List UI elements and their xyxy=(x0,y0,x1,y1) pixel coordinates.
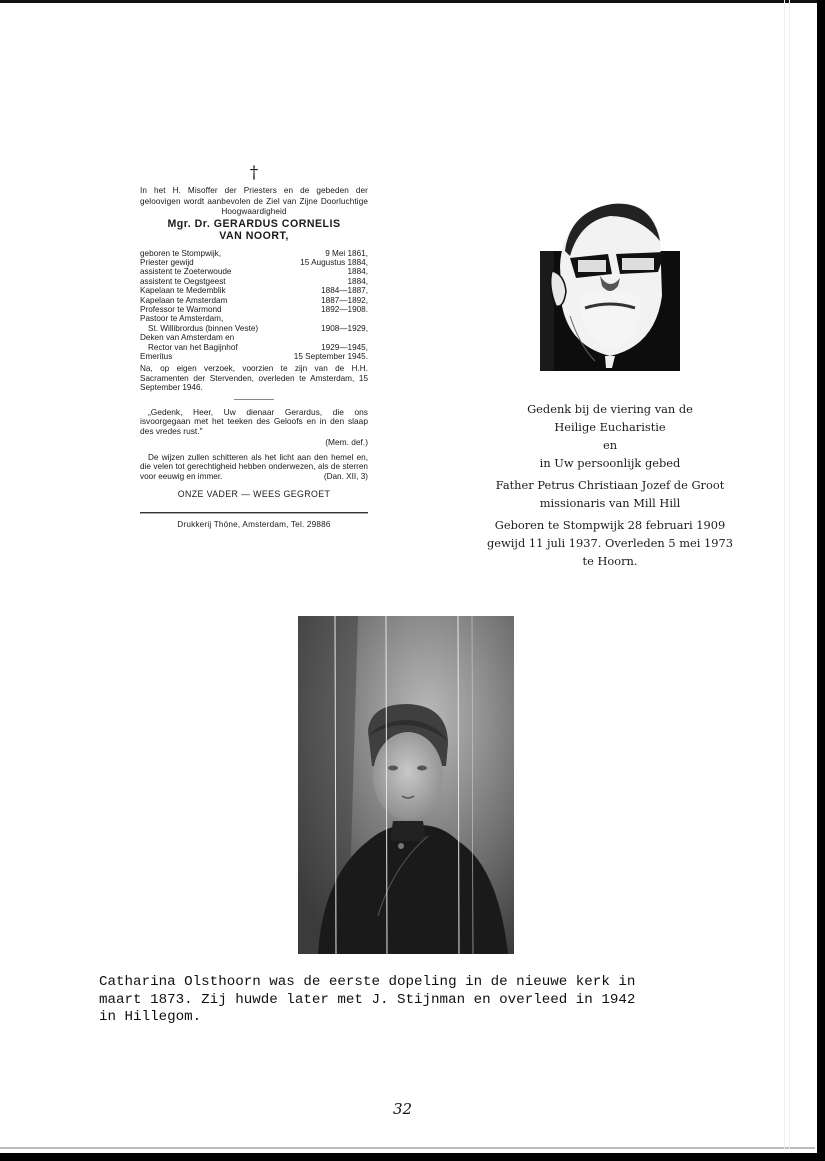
scan-bottom-edge xyxy=(0,1153,825,1161)
career-row xyxy=(140,258,368,267)
memorial-card-van-noort xyxy=(140,163,368,530)
career-row xyxy=(140,333,368,342)
career-date: 1884, xyxy=(347,267,368,277)
prayers-line: ONZE VADER — WEES GEGROET xyxy=(177,489,331,500)
scripture-reference: (Dan. XII, 3) xyxy=(323,471,368,481)
memorial-quote: „Gedenk, Heer, Uw dienaar Gerardus, die ons isvoorgegaan met het teeken des Geloofs en in den slaap des vredes rust." xyxy=(140,406,368,437)
divider xyxy=(140,512,368,514)
career-row xyxy=(140,296,368,305)
biography-line: gewijd 11 juli 1937. Overleden 5 mei 1973 xyxy=(487,536,733,550)
caption-line: maart 1873. Zij huwde later met J. Stijnman en overleed in 1942 xyxy=(99,991,636,1008)
remembrance-line: Heilige Eucharistie xyxy=(554,420,666,434)
career-label: Professor te Warmond xyxy=(140,304,222,314)
career-date: 15 Augustus 1884, xyxy=(300,257,368,267)
career-date: 9 Mei 1861, xyxy=(325,248,368,258)
cross-icon: † xyxy=(249,163,259,183)
career-date: 1884, xyxy=(347,276,368,286)
career-row xyxy=(140,267,368,276)
scripture-quote xyxy=(140,453,368,481)
biography-line: te Hoorn. xyxy=(582,554,638,568)
deceased-name: Father Petrus Christiaan Jozef de Groot xyxy=(495,478,725,492)
caption-line: in Hillegom. xyxy=(99,1009,202,1025)
career-label: Rector van het Bagijnhof xyxy=(148,342,238,352)
career-date: 1884—1887, xyxy=(321,286,368,296)
scan-right-edge xyxy=(817,0,825,1161)
portrait-father-de-groot xyxy=(540,196,680,371)
scripture-text: De wijzen zullen schitteren als het licht aan den hemel en, die velen tot gerechtigheid hebben onderwezen, als de sterren voor eeuwig en immer. xyxy=(140,452,368,481)
career-row xyxy=(140,314,368,323)
remembrance-line: en xyxy=(602,438,618,452)
divider xyxy=(234,399,274,400)
scan-streak xyxy=(784,0,785,1150)
career-date: 1929—1945, xyxy=(321,342,368,352)
career-date: 1892—1908. xyxy=(321,304,368,314)
biography-line: Geboren te Stompwijk 28 februari 1909 xyxy=(494,518,726,532)
career-label: Priester gewijd xyxy=(140,257,194,267)
quote-reference: (Mem. def.) xyxy=(325,436,368,447)
career-date: 1908—1929, xyxy=(321,323,368,333)
career-row xyxy=(140,277,368,286)
career-label: Kapelaan te Medemblik xyxy=(140,286,226,296)
career-row xyxy=(140,343,368,352)
career-label: Pastoor te Amsterdam, xyxy=(140,314,224,324)
career-row xyxy=(140,324,368,333)
scan-streak xyxy=(789,0,790,1150)
remembrance-line: Gedenk bij de viering van de xyxy=(527,402,693,416)
career-date: 15 September 1945. xyxy=(293,351,368,361)
career-row xyxy=(140,286,368,295)
remembrance-line: in Uw persoonlijk gebed xyxy=(539,456,681,470)
photo-catharina-olsthoorn xyxy=(298,616,514,954)
career-label: assistent te Oegstgeest xyxy=(140,276,226,286)
printer-line: Drukkerij Thöne, Amsterdam, Tel. 29886 xyxy=(177,520,331,530)
career-label: geboren te Stompwijk, xyxy=(140,248,222,258)
career-label: Deken van Amsterdam en xyxy=(140,333,235,343)
career-label: Kapelaan te Amsterdam xyxy=(140,295,228,305)
career-label: St. Willibrordus (binnen Veste) xyxy=(148,323,259,333)
career-date: 1887—1892, xyxy=(321,295,368,305)
career-row xyxy=(140,305,368,314)
memorial-card-de-groot xyxy=(470,400,750,570)
scan-bottom-line xyxy=(0,1147,815,1149)
page-number: 32 xyxy=(393,1100,413,1118)
caption-line: Catharina Olsthoorn was de eerste dopeling in de nieuwe kerk in xyxy=(99,974,636,990)
career-label: Emeritus xyxy=(140,351,173,361)
deceased-name-line1: Mgr. Dr. GERARDUS CORNELIS xyxy=(167,217,341,230)
career-row xyxy=(140,352,368,361)
career-list xyxy=(140,249,368,362)
deceased-name-line2: VAN NOORT, xyxy=(219,230,289,242)
card-intro: In het H. Misoffer der Priesters en de gebeden der geloovigen wordt aanbevolen de Ziel van Zijne Doorluchtige Hoogwaardigheid xyxy=(140,186,368,216)
deceased-title: missionaris van Mill Hill xyxy=(539,496,681,510)
scan-top-edge xyxy=(0,0,825,3)
photo-caption xyxy=(99,974,739,1027)
career-label: assistent te Zoeterwoude xyxy=(140,267,232,277)
career-row xyxy=(140,249,368,258)
death-note: Na, op eigen verzoek, voorzien te zijn van de H.H. Sacramenten der Stervenden, overleden te Amsterdam, 15 September 1946. xyxy=(140,364,368,393)
